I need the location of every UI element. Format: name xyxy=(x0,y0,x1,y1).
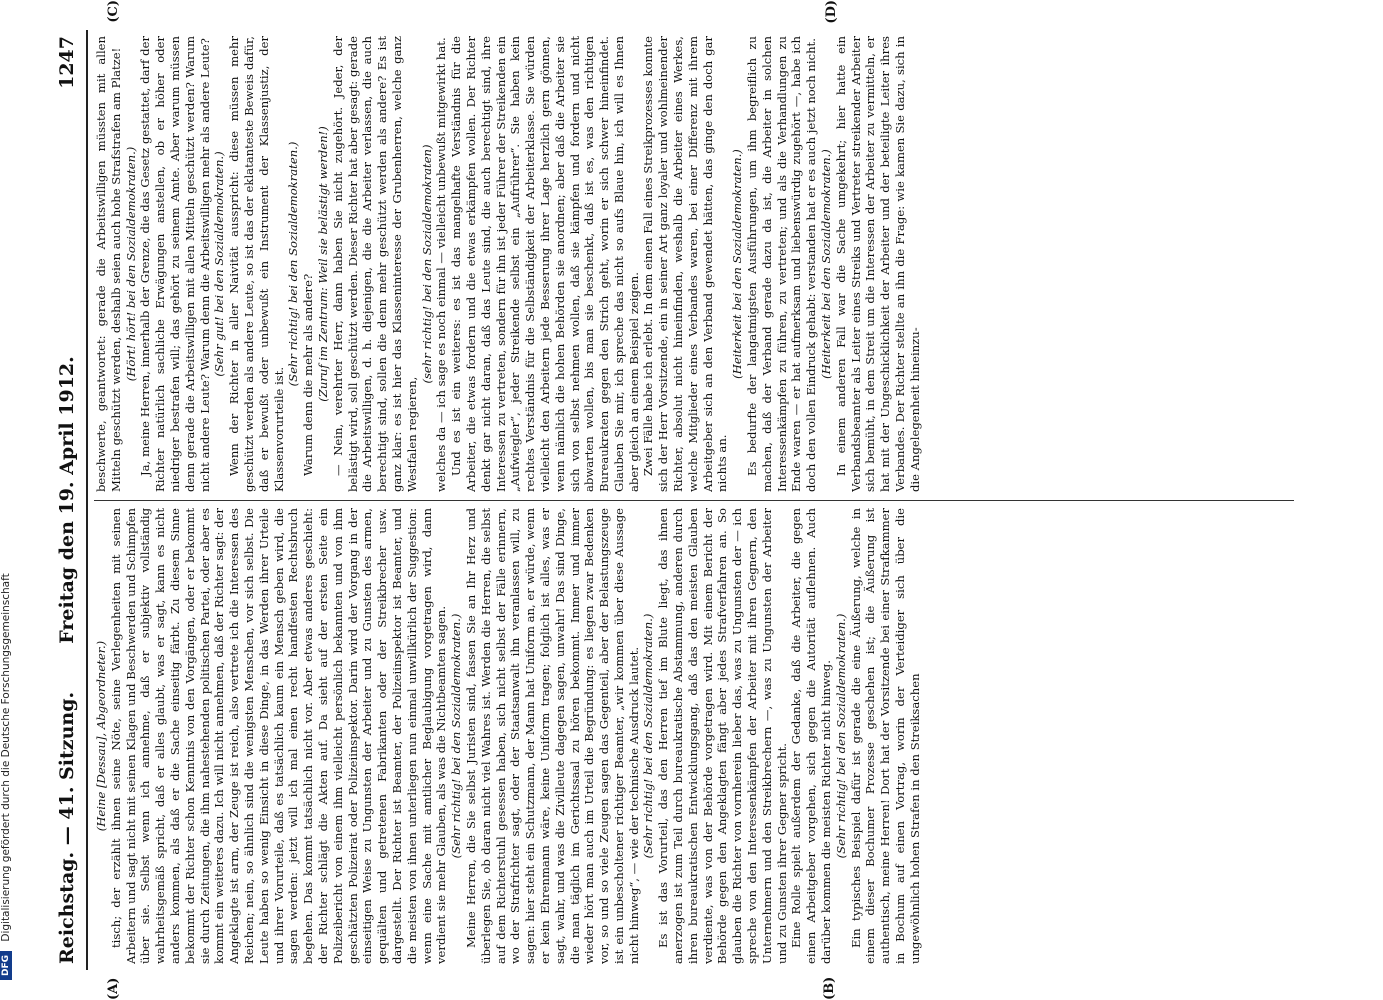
interjection: (Heiterkeit bei den Sozialdemokraten.) xyxy=(819,149,834,379)
interjection: (Sehr richtig! bei den Sozialdemokraten.) xyxy=(833,613,848,859)
header-left: Reichstag. — 41. Sitzung. xyxy=(56,691,78,964)
interjection: (sehr richtig! bei den Sozialdemokraten) xyxy=(419,144,434,384)
paragraph: Wenn der Richter in aller Naivität ausspricht: diese müssen mehr geschützt werden als andere Leute, so ist das der eklatanteste Beweis dafür, daß er bewußt oder unbewußt ein Instrument der Klassenjustiz, der Klassenvorurteile ist. xyxy=(227,36,286,492)
paragraph: tisch; der erzählt ihnen seine Nöte, seine Verlegenheiten mit seinen Arbeitern und sagt nicht mit seinen Klagen und Beschwerden und Schimpfen über sie. Selbst wenn ich annehme, daß er subjektiv vollständig wahrheitsgemäß spricht, daß er alles glaubt, was er sagt, kann es nicht anders kommen, als daß er die Sache einseitig färbt. Zu diesem Sinne bekommt der Richter schon Kenntnis von den Vorgängen, oder er bekommt sie durch Zeitungen, die ihm nahestehenden politischen Partei, oder aber es kommt ein weiteres dazu. Ich will nicht annehmen, daß der Richter sagt: der Angeklagte ist arm, der Zeuge ist reich, also vertrete ich die Interessen des Reichen; nein, so ähnlich sind die wenigsten Menschen, vor sich selbst. Die Leute haben so wenig Einsicht in diese Dinge, in das Werden ihrer Urteile und ihrer Vorurteile, daß es tatsächlich kaum ein Mensch geben wird, die sagen werden: jetzt will ich mal einen recht handfesten Rechtsbruch begehen. Das kommt tatsächlich nicht vor. Aber etwas anderes geschieht: der Richter schlägt die Akten auf. Da sieht auf der ersten Seite ein Polizeibericht von einem ihm vielleicht persönlich bekannten und von ihm geschätzten Polizeirat oder Polizeiinspektor. Darin wird der Vorgang in der einseitigen Weise zu Ungunsten der Arbeiter und zu Gunsten des armen, gequälten und getretenen Fabrikanten oder der Streikbrecher usw. dargestellt. Der Richter ist Beamter, der Polizeiinspektor ist Beamter, und die meisten von ihnen unterliegen nun einmal unwillkürlich der Suggestion: wenn eine Sache mit amtlicher Beglaubigung vorgetragen wird, dann verdient sie mehr Glauben, als was die Nichtbeamten sagen. xyxy=(108,508,449,964)
paragraph: Und es ist ein weiteres: es ist das mangelhafte Verständnis für die Arbeiter, die etwas fordern und die etwas erkämpfen wollen. Der Richter denkt gar nicht daran, daß das Leute sind, die auch berechtigt sind, ihre Interessen zu vertreten, sondern für ihn ist jeder Führer der Streikenden ein „Aufwiegler“, jeder Streikende selbst ein „Aufrührer“. Sie haben kein rechtes Verständnis für die Selbständigkeit der Arbeiterklasse. Sie würden vielleicht den Arbeitern jede Besserung ihrer Lage herzlich gern gönnen, wenn nämlich die hohen Behörden sie anordnen; aber daß die Arbeiter sie sich von selbst nehmen wollen, daß sie kämpfen und fordern und nicht abwarten wollen, bis man sie beschenkt, daß ist es, was den richtigen Bureaukraten gegen den Strich geht, worin er sich schwer hineinfindet. Glauben Sie mir, ich spreche das nicht so aufs Blaue hin, ich will es Ihnen aber gleich an einem Beispiel zeigen. xyxy=(449,36,641,492)
interjection: (Sehr richtig! bei den Sozialdemokraten.) xyxy=(449,613,464,859)
paragraph: Es ist das Vorurteil, das den Herren tief im Blute liegt, das ihnen anerzogen ist zum Teil durch bureaukratische Abstammung, anderen durch ihren bureaukratischen Entwicklungsgang, daß das den meisten Glauben verdiente, was von der Behörde vorgetragen wird. Mit einem Bericht der Behörde gegen den Angeklagten fängt aber jedes Strafverfahren an. So glauben die Richter von vornherein lieber das, was zu Ungunsten der — ich spreche von den Interessenkämpfen der Arbeiter mit ihren Gegnern, den Unternehmern und den Streikbrechern —, was zu Ungunsten der Arbeiter und zu Gunsten ihrer Gegner spricht. xyxy=(656,508,789,964)
margin-mark-b: (B) xyxy=(822,976,837,1000)
page-header xyxy=(50,30,90,970)
credit-text: Digitalisierung gefördert durch die Deutsche Forschungsgemeinschaft xyxy=(0,573,12,942)
right-column xyxy=(94,36,1296,492)
paragraph: In einem anderen Fall war die Sache umgekehrt; hier hatte ein Verbandsbeamter als Leiter eines Streiks und Vertreter streikender Arbeiter sich bemüht, in dem Streit um die Interessen der Arbeiter zu vermitteln, er hat mit der Ungeschicklichkeit der Arbeiter und der beteiligte Leiter ihres Verbandes. Der Richter stellte an ihn die Frage: wie kamen Sie dazu, sich in die Angelegenheit hineinzu- xyxy=(833,36,922,492)
margin-mark-a: (A) xyxy=(106,977,121,1000)
paragraph: Ein typisches Beispiel dafür ist gerade die eine Äußerung, welche in einem dieser Bochumer Prozesse geschehen ist; die Äußerung ist authentisch, meine Herren! Dort hat der Vorsitzende bei einer Strafkammer in Bochum auf einen Vortrag, worin der Verteidiger sich über die ungewöhnlich hohen Strafen in den Streiksachen xyxy=(848,508,922,964)
interjection: (Heiterkeit bei den Sozialdemokraten.) xyxy=(730,149,745,379)
paragraph: welches da — ich sage es noch einmal — vielleicht unbewußt mitgewirkt hat. xyxy=(434,37,449,492)
paragraph: — Nein, verehrter Herr, dann haben Sie nicht zugehört. Jeder, der belästigt wird, soll geschützt werden. Dieser Richter hat aber gesagt: gerade die Arbeitswilligen, d. h. diejenigen, die die Arbeiter verlassen, die auch berechtigt sind, sollen die denn mehr geschützt werden als andere? Es ist ganz klar: es ist hier das Klasseninteresse der Grubenherren, welche ganz Westfalen regieren, xyxy=(330,36,419,492)
paragraph: beschwerte, geantwortet: gerade die Arbeitswilligen müssten mit allen Mitteln geschützt werden, deshalb seien auch hohe Strafstrafen am Platze! xyxy=(94,36,123,492)
margin-mark-c: (C) xyxy=(106,0,121,23)
header-rule xyxy=(86,30,88,970)
interjection: (Sehr richtig! bei den Sozialdemokraten.) xyxy=(641,613,656,859)
scanned-page xyxy=(42,0,1302,1000)
column-rule xyxy=(94,500,1294,501)
paragraph: Warum denn die mehr als andere? xyxy=(301,273,316,476)
interjection: (Hört! hört! bei den Sozialdemokraten.) xyxy=(123,146,138,382)
interjection: (Sehr richtig! bei den Sozialdemokraten.) xyxy=(286,141,301,387)
paragraph: Eine Rolle spielt außerdem der Gedanke, daß die Arbeiter, die gegen einen Arbeitgeber vorgehen, sich gegen die Autorität auflehnen. Auch darüber kommen die meisten Richter nicht hinweg. xyxy=(789,508,834,964)
paragraph: Ja, meine Herren, innerhalb der Grenze, die das Gesetz gestattet, darf der Richter natürlich sachliche Erwägungen anstellen, ob er höher oder niedriger bestrafen will; das gehört zu seinem Amte. Aber warum müssen denn gerade die Arbeitswilligen mit allen Mitteln geschützt werden? Warum nicht andere Leute? Warum denn die Arbeitswilligen mehr als andere Leute? xyxy=(138,36,212,492)
header-date: Freitag den 19. April 1912. xyxy=(56,356,78,644)
paragraph: Es bedurfte der langatmigsten Ausführungen, um ihm begreiflich zu machen, daß der Verband gerade dazu da ist, die Arbeiter in solchen Interessenkämpfen zu führen, zu vertreten; und als die Verhandlungen zu Ende waren — er hat aufmerksam und liebenswürdig zugehört —, habe ich doch den vollen Eindruck gehabt: verstanden hat er es auch jetzt noch nicht. xyxy=(745,36,819,492)
interjection: (Zuruf im Zentrum: Weil sie belästigt werden!) xyxy=(315,126,330,402)
paragraph: Zwei Fälle habe ich erlebt. In dem einen Fall eines Streikprozesses konnte sich der Herr Vorsitzende, ein in seiner Art ganz loyaler und wohlmeinender Richter, absolut nicht hineinfinden, weshalb die Arbeiter eines Werkes, welche Mitglieder eines Verbandes waren, bei einer Differenz mit ihrem Arbeitgeber sich an den Verband gewendet hätten, das ginge den doch gar nichts an. xyxy=(641,36,730,492)
interjection: (Sehr gut! bei den Sozialdemokraten.) xyxy=(212,151,227,377)
left-column xyxy=(94,508,1296,964)
credit-strip xyxy=(0,0,18,980)
speaker-line: (Heine [Dessau], Abgeordneter.) xyxy=(94,640,108,832)
page-number: 1247 xyxy=(56,36,78,89)
dfg-logo: DFG xyxy=(0,951,12,980)
paragraph: Meine Herren, die Sie selbst Juristen sind, fassen Sie an Ihr Herz und überlegen Sie, ob daran nicht viel Wahres ist. Werden die Herren, die selbst auf dem Richterstuhl gesessen haben, sich nicht selbst der Fälle erinnern, wo der Strafrichter sagt, oder der Staatsanwalt ihn veranlassen will, zu sagen: hier steht ein Schutzmann, der Mann hat Uniform an, er würde, wenn er kein Ehrenmann wäre, keine Uniform tragen; folglich ist alles, was er sagt, wahr, und was die Zivilleute dagegen sagen, unwahr! Das sind Dinge, die man täglich im Gerichtssaal zu hören bekommt. Immer und immer wieder hört man auch im Urteil die Begründung: es liegen zwar Bedenken vor, so und so viele Zeugen sagen das Gegenteil, aber der Belastungszeuge ist ein unbescholtener richtiger Beamter, „wir kommen über diese Aussage nicht hinweg“, — wie der technische Ausdruck lautet. xyxy=(463,508,641,964)
margin-mark-d: (D) xyxy=(824,0,839,24)
